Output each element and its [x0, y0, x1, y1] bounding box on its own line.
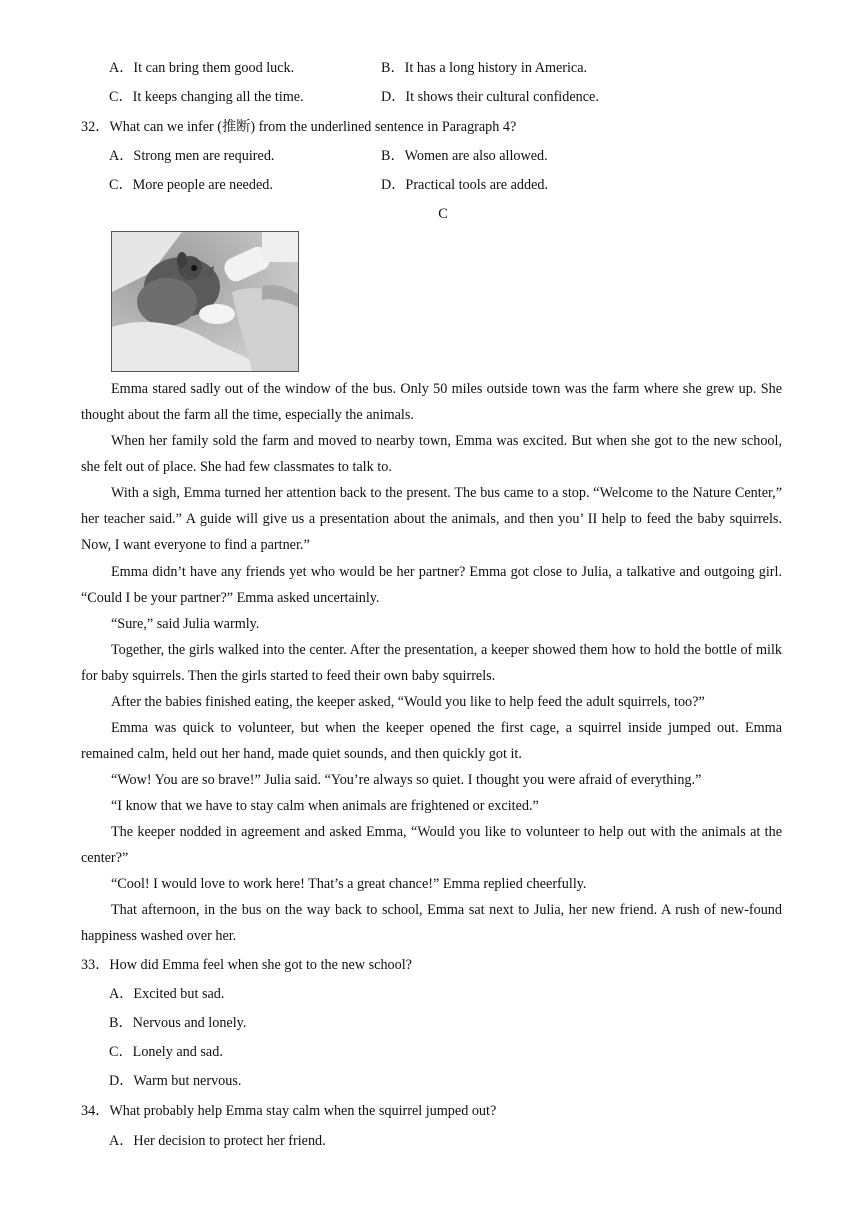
q33-option-c: C．Lonely and sad. [109, 1044, 223, 1060]
q31-option-a: A．It can bring them good luck. [109, 60, 295, 76]
passage-paragraph: Emma stared sadly out of the window of the bus. Only 50 miles outside town was the farm where she grew up. She thought about the farm all the time, especially the animals. [81, 381, 782, 424]
passage-paragraph: Together, the girls walked into the center. After the presentation, a keeper showed them how to hold the bottle of milk for baby squirrels. Then the girls started to feed their own baby squirrels. [81, 642, 782, 685]
q31-option-b: B．It has a long history in America. [381, 60, 588, 76]
q33-stem: 33．How did Emma feel when she got to the new school? [81, 957, 412, 973]
q32-option-b: B．Women are also allowed. [381, 148, 548, 164]
passage-paragraph: After the babies finished eating, the keeper asked, “Would you like to help feed the adult squirrels, too?” [111, 694, 705, 710]
section-label: C [438, 206, 448, 222]
q31-option-d: D．It shows their cultural confidence. [381, 89, 599, 105]
passage-paragraph: The keeper nodded in agreement and asked Emma, “Would you like to volunteer to help out with the animals at the center?” [81, 824, 782, 867]
passage-paragraph: “Cool! I would love to work here! That’s a great chance!” Emma replied cheerfully. [111, 876, 587, 892]
passage-paragraph: That afternoon, in the bus on the way back to school, Emma sat next to Julia, her new friend. A rush of new-found happiness washed over her. [81, 902, 782, 945]
passage-paragraph: “I know that we have to stay calm when animals are frightened or excited.” [111, 798, 539, 814]
passage-paragraph: “Wow! You are so brave!” Julia said. “You’re always so quiet. I thought you were afraid of everything.” [111, 772, 702, 788]
passage-paragraph: With a sigh, Emma turned her attention back to the present. The bus came to a stop. “Welcome to the Nature Center,” her teacher said.” A guide will give us a presentation about the animals, and then you’ II help to feed the baby squirrels. Now, I want everyone to find a partner.” [81, 485, 782, 554]
passage-paragraph: Emma was quick to volunteer, but when the keeper opened the first cage, a squirrel inside jumped out. Emma remained calm, held out her hand, made quiet sounds, and then quickly got it. [81, 720, 782, 763]
passage-paragraph: Emma didn’t have any friends yet who would be her partner? Emma got close to Julia, a talkative and outgoing girl. “Could I be your partner?” Emma asked uncertainly. [81, 564, 782, 607]
squirrel-feeding-photo [111, 231, 299, 372]
q34-option-a: A．Her decision to protect her friend. [109, 1133, 326, 1149]
q32-stem: 32．What can we infer (推断) from the underlined sentence in Paragraph 4? [81, 119, 517, 135]
passage-paragraph: When her family sold the farm and moved to nearby town, Emma was excited. But when she got to the new school, she felt out of place. She had few classmates to talk to. [81, 433, 782, 476]
q33-option-b: B．Nervous and lonely. [109, 1015, 247, 1031]
q33-option-d: D．Warm but nervous. [109, 1073, 242, 1089]
q34-stem: 34．What probably help Emma stay calm when the squirrel jumped out? [81, 1103, 497, 1119]
q32-option-d: D．Practical tools are added. [381, 177, 549, 193]
q33-option-a: A．Excited but sad. [109, 986, 225, 1002]
q32-option-c: C．More people are needed. [109, 177, 273, 193]
q32-option-a: A．Strong men are required. [109, 148, 275, 164]
passage-paragraph: “Sure,” said Julia warmly. [111, 616, 260, 632]
q31-option-c: C．It keeps changing all the time. [109, 89, 304, 105]
